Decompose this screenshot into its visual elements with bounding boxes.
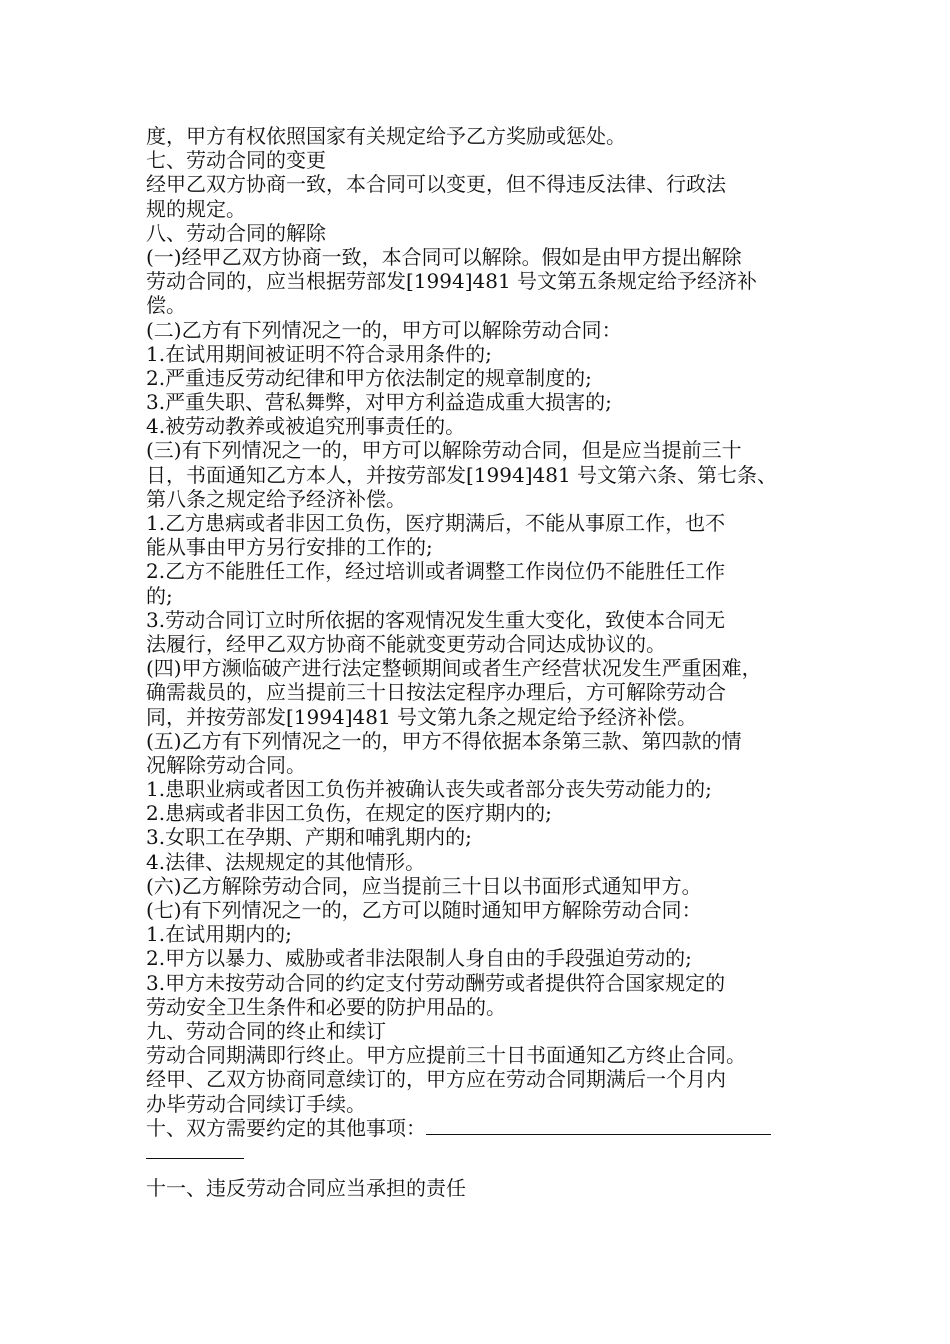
section-heading-11: 十一、违反劳动合同应当承担的责任 xyxy=(146,1176,466,1201)
text-line: 偿。 xyxy=(146,293,186,318)
list-item: 4.被劳动教养或被追究刑事责任的。 xyxy=(146,414,466,439)
text-line: 能从事由甲方另行安排的工作的; xyxy=(146,535,433,560)
text-line: 劳动合同期满即行终止。甲方应提前三十日书面通知乙方终止合同。 xyxy=(146,1043,746,1068)
text-line: 经甲、乙双方协商同意续订的，甲方应在劳动合同期满后一个月内 xyxy=(146,1067,726,1092)
list-item: 4.法律、法规规定的其他情形。 xyxy=(146,849,426,874)
text-line: 度，甲方有权依照国家有关规定给予乙方奖励或惩处。 xyxy=(146,124,626,148)
text-line: (六)乙方解除劳动合同，应当提前三十日以书面形式通知甲方。 xyxy=(146,873,702,898)
list-item: 1.在试用期间被证明不符合录用条件的; xyxy=(146,341,492,366)
text-line: 同，并按劳部发[1994]481 号文第九条之规定给予经济补偿。 xyxy=(146,704,698,729)
list-item: 1.乙方患病或者非因工负伤，医疗期满后，不能从事原工作，也不 xyxy=(146,511,726,535)
document-body xyxy=(146,124,816,1200)
text-line: (五)乙方有下列情况之一的，甲方不得依据本条第三款、第四款的情 xyxy=(146,728,742,753)
fill-in-blank[interactable] xyxy=(146,1140,244,1159)
section-heading-10-label: 十、双方需要约定的其他事项： xyxy=(146,1115,426,1140)
text-line: 劳动合同的，应当根据劳部发[1994]481 号文第五条规定给予经济补 xyxy=(146,269,758,294)
section-heading-9: 九、劳动合同的终止和续订 xyxy=(146,1018,386,1043)
text-line: 的; xyxy=(146,583,173,608)
text-line: (三)有下列情况之一的，甲方可以解除劳动合同，但是应当提前三十 xyxy=(146,438,742,463)
list-item: 1.在试用期内的; xyxy=(146,922,292,947)
text-line: (四)甲方濒临破产进行法定整顿期间或者生产经营状况发生严重困难， xyxy=(146,656,762,681)
text-line: 劳动安全卫生条件和必要的防护用品的。 xyxy=(146,994,506,1019)
text-line: 况解除劳动合同。 xyxy=(146,752,306,777)
text-line: 日，书面通知乙方本人，并按劳部发[1994]481 号文第六条、第七条、 xyxy=(146,462,778,487)
section-heading-8: 八、劳动合同的解除 xyxy=(146,220,326,245)
text-line: (一)经甲乙双方协商一致，本合同可以解除。假如是由甲方提出解除 xyxy=(146,244,742,269)
fill-in-blank[interactable] xyxy=(426,1116,771,1135)
list-item: 3.严重失职、营私舞弊，对甲方利益造成重大损害的; xyxy=(146,390,612,415)
list-item: 2.患病或者非因工负伤，在规定的医疗期内的; xyxy=(146,801,552,826)
text-line: (七)有下列情况之一的，乙方可以随时通知甲方解除劳动合同： xyxy=(146,898,702,922)
text-line: 办毕劳动合同续订手续。 xyxy=(146,1091,366,1116)
section-heading-10 xyxy=(146,1116,816,1140)
text-line: 第八条之规定给予经济补偿。 xyxy=(146,486,406,511)
text-line: 法履行，经甲乙双方协商不能就变更劳动合同达成协议的。 xyxy=(146,631,666,656)
section-heading-7: 七、劳动合同的变更 xyxy=(146,148,326,173)
text-line: 确需裁员的，应当提前三十日按法定程序办理后，方可解除劳动合 xyxy=(146,680,726,705)
text-line: 经甲乙双方协商一致，本合同可以变更，但不得违反法律、行政法 xyxy=(146,172,726,197)
list-item: 2.甲方以暴力、威胁或者非法限制人身自由的手段强迫劳动的; xyxy=(146,946,692,971)
text-line: (二)乙方有下列情况之一的，甲方可以解除劳动合同： xyxy=(146,317,622,342)
list-item: 3.女职工在孕期、产期和哺乳期内的; xyxy=(146,825,472,850)
list-item: 3.劳动合同订立时所依据的客观情况发生重大变化，致使本合同无 xyxy=(146,607,726,632)
list-item: 2.严重违反劳动纪律和甲方依法制定的规章制度的; xyxy=(146,365,592,390)
fill-in-blank-continuation xyxy=(146,1140,816,1164)
list-item: 1.患职业病或者因工负伤并被确认丧失或者部分丧失劳动能力的; xyxy=(146,777,712,802)
list-item: 3.甲方未按劳动合同的约定支付劳动酬劳或者提供符合国家规定的 xyxy=(146,970,726,995)
text-line: 规的规定。 xyxy=(146,196,246,221)
spacer xyxy=(146,1164,816,1176)
list-item: 2.乙方不能胜任工作，经过培训或者调整工作岗位仍不能胜任工作 xyxy=(146,559,726,584)
